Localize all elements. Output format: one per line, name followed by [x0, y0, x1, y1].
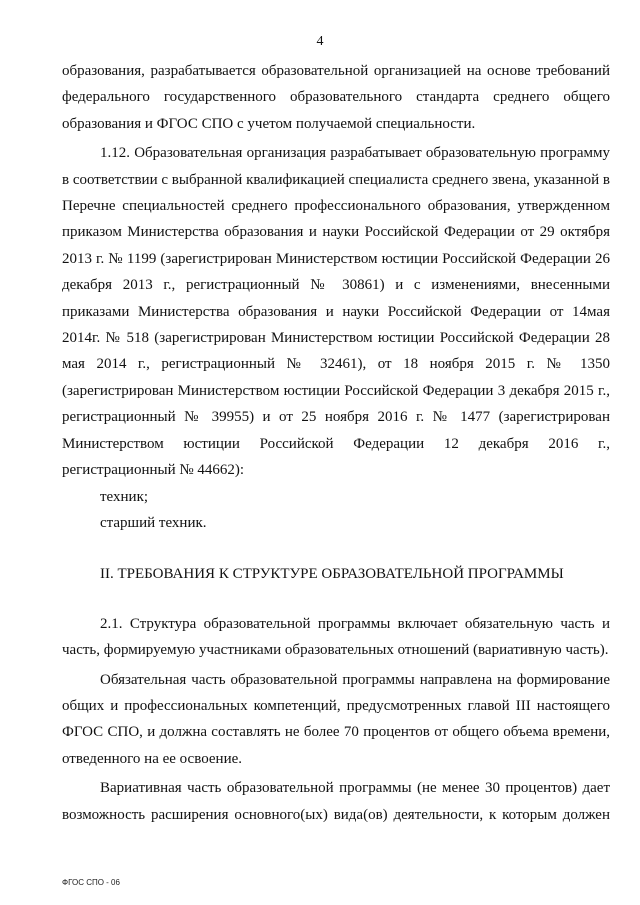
- document-body: [62, 58, 610, 828]
- qualification-item-senior-technician: старший техник.: [100, 514, 207, 531]
- paragraph-2-1: 2.1. Структура образовательной программы включает обязательную часть и часть, формируемую участниками образовательных отношений (вариативную часть).: [62, 615, 610, 659]
- qualification-item-technician: техник;: [100, 488, 149, 505]
- paragraph-mandatory-part: Обязательная часть образовательной программы направлена на формирование общих и профессиональных компетенций, предусмотренных главой III настоящего ФГОС СПО, и должна составлять не более 70 процентов от общего объема времени, отведенного на ее освоение.: [62, 671, 610, 767]
- paragraph-variable-part: Вариативная часть образовательной программы (не менее 30 процентов) дает возможность расширения основного(ых) вида(ов) деятельности, к которым должен: [62, 780, 610, 823]
- paragraph-1-12: 1.12. Образовательная организация разрабатывает образовательную программу в соответствии с выбранной квалификацией специалиста среднего звена, указанной в Перечне специальностей среднего профессионального образования, утвержденном приказом Министерства образования и науки Российской Федерации от 29 октября 2013 г. № 1199 (зарегистрирован Министерством юстиции Российской Федерации 26 декабря 2013 г., регистрационный № 30861) и с изменениями, внесенными приказами Министерства образования и науки Российской Федерации от 14мая 2014г. № 518 (зарегистрирован Министерством юстиции Российской Федерации 28 мая 2014 г., регистрационный № 32461), от 18 ноября 2015 г. № 1350 (зарегистрирован Министерством юстиции Российской Федерации 3 декабря 2015 г., регистрационный № 39955) и от 25 ноября 2016 г. № 1477 (зарегистрирован Министерством юстиции Российской Федерации 12 декабря 2016 г., регистрационный № 44662):: [62, 145, 610, 479]
- footer-code: ФГОС СПО - 06: [62, 878, 120, 887]
- paragraph-continuation: образования, разрабатывается образовательной организацией на основе требований федерального государственного образовательного стандарта среднего общего образования и ФГОС СПО с учетом получаемой специальности.: [62, 63, 610, 132]
- page-number: 4: [316, 34, 324, 49]
- section-heading: II. ТРЕБОВАНИЯ К СТРУКТУРЕ ОБРАЗОВАТЕЛЬНОЙ ПРОГРАММЫ: [100, 566, 564, 583]
